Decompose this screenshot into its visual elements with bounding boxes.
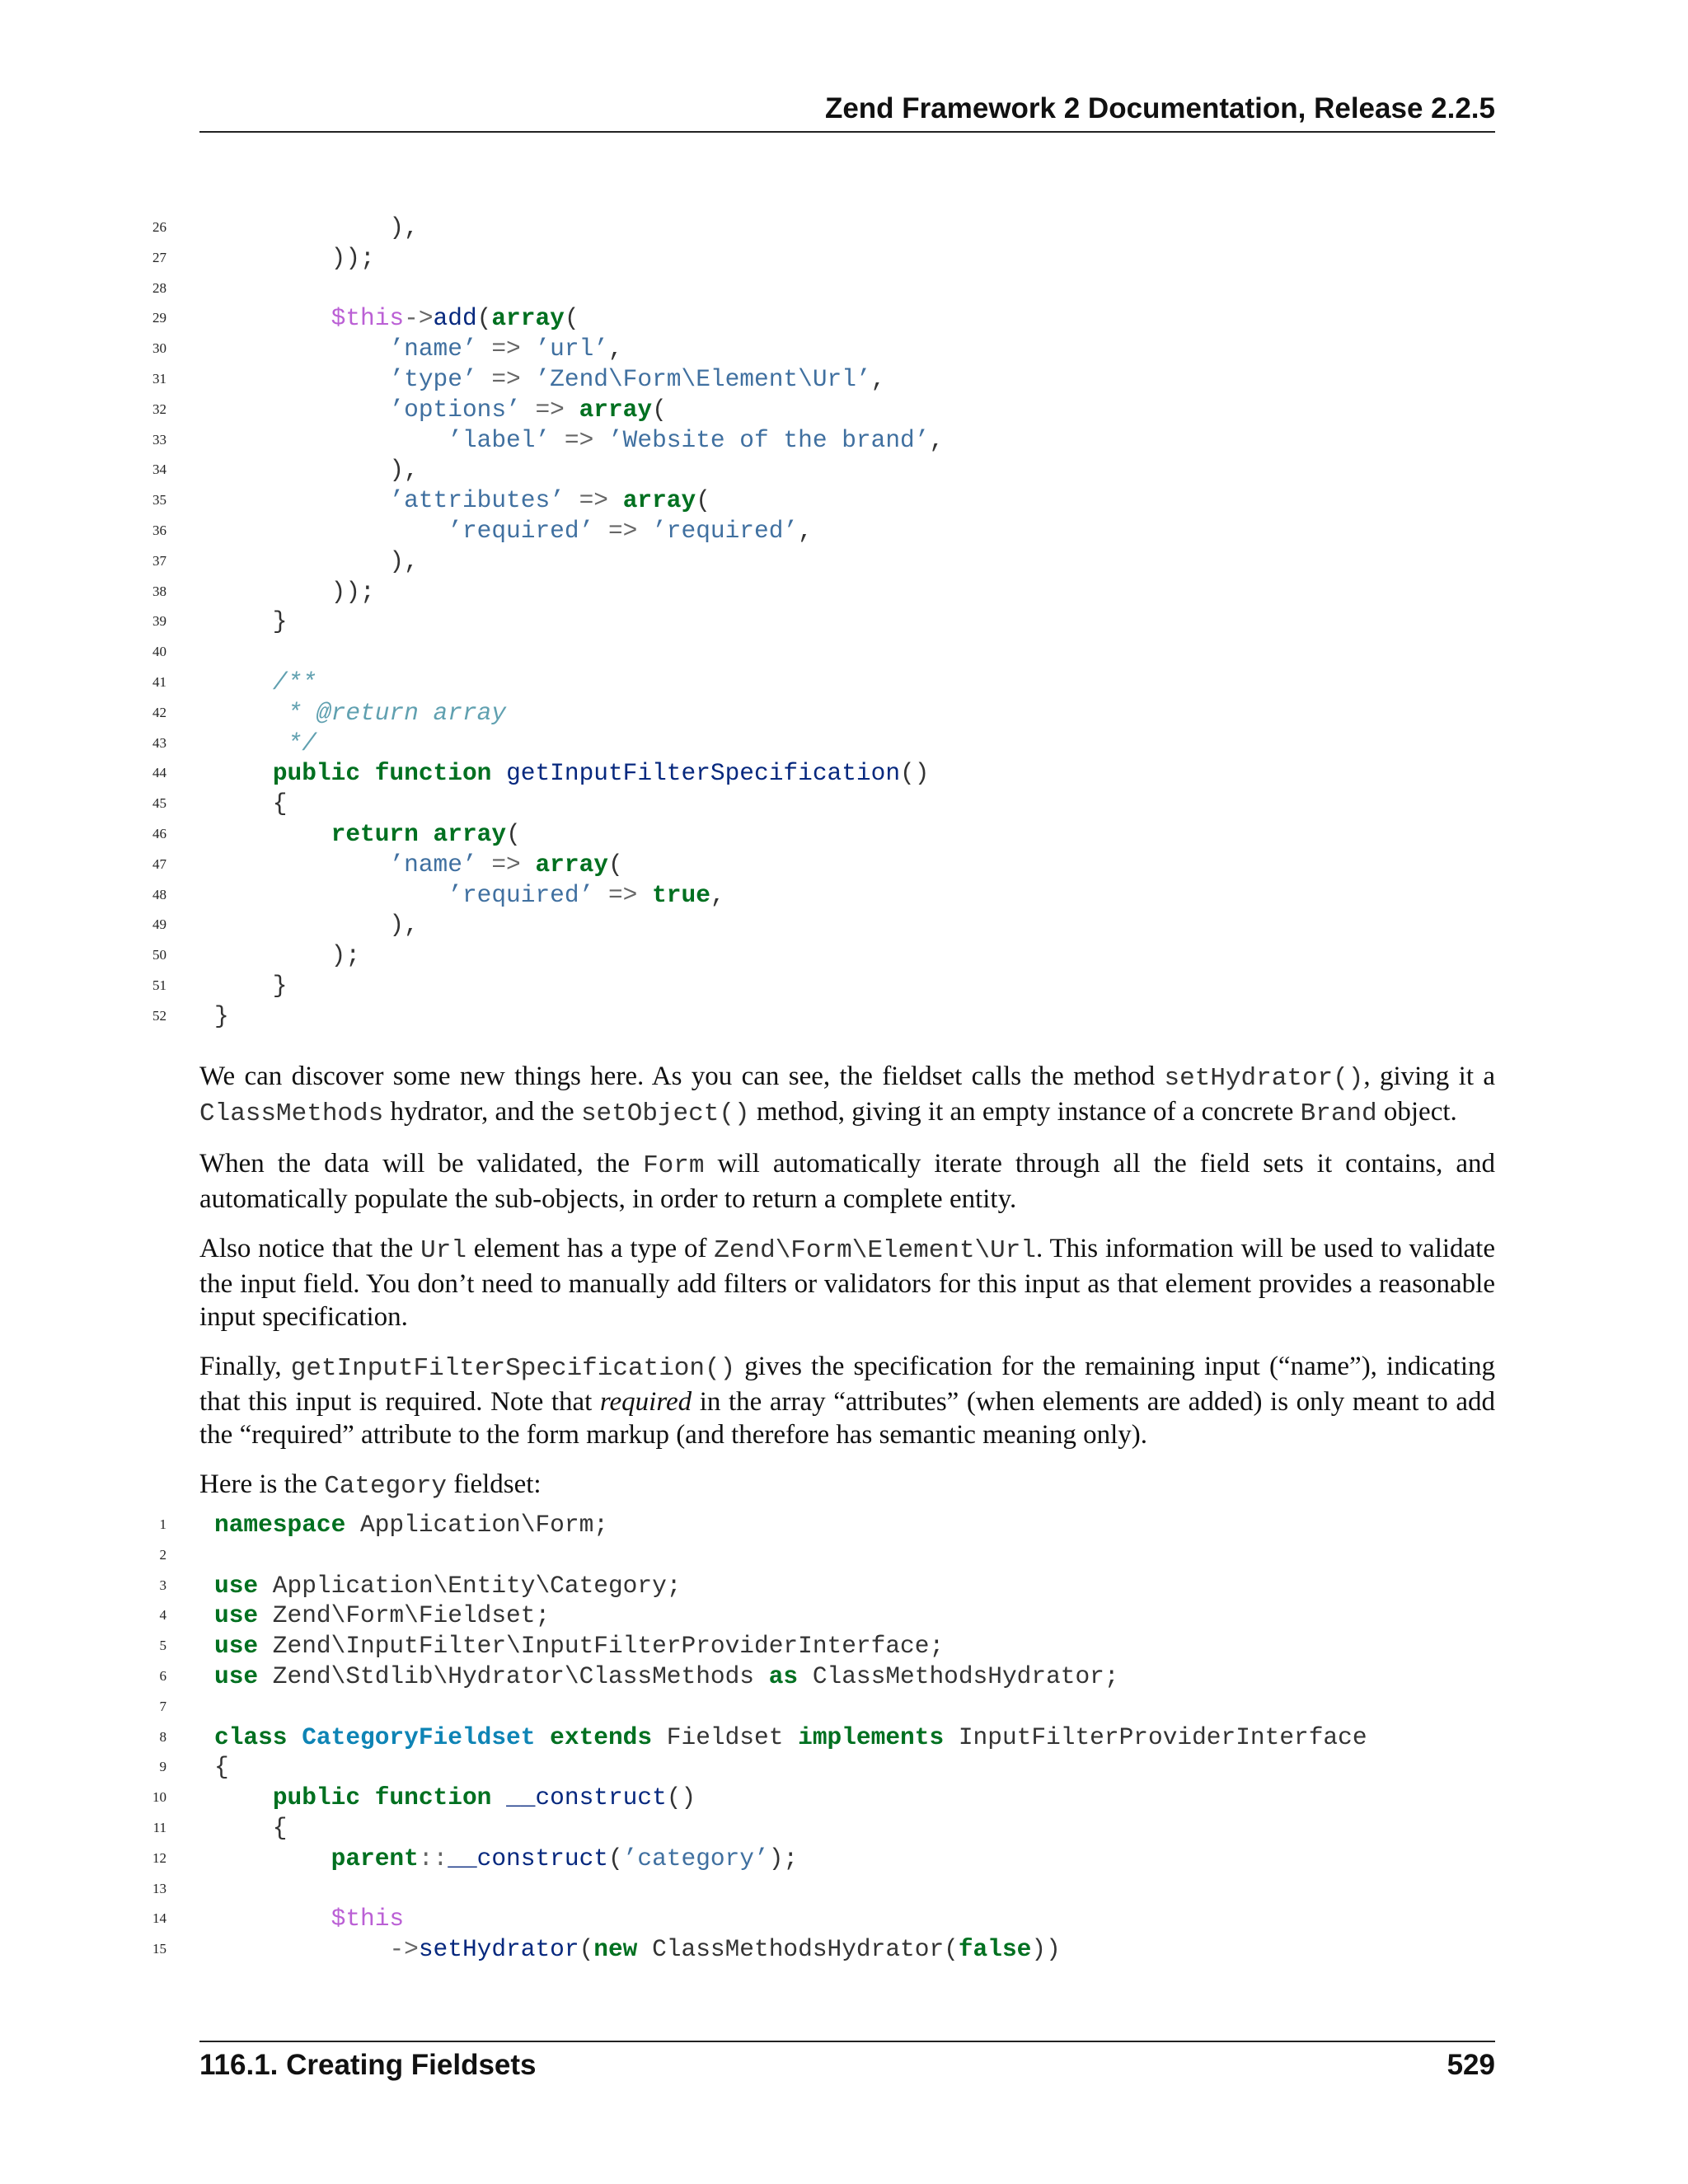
paragraph [199, 1350, 1495, 1451]
code-token [214, 335, 389, 363]
code-token: ( [607, 850, 623, 879]
code-token: , [929, 425, 945, 454]
code-token: () [666, 1783, 696, 1812]
code-token: { [214, 790, 288, 818]
code-line [124, 637, 1525, 668]
code-token: Application\Entity\Category; [258, 1571, 682, 1600]
code-line [124, 729, 1525, 759]
code-line [124, 546, 1525, 577]
code-text [214, 577, 375, 607]
line-number: 44 [152, 765, 166, 781]
code-token [360, 1783, 375, 1811]
line-number: 6 [159, 1667, 166, 1684]
code-text [214, 334, 623, 364]
line-number: 48 [152, 886, 166, 902]
code-text [214, 1752, 229, 1783]
code-token: ’name’ [389, 850, 477, 879]
code-token: array [622, 486, 696, 515]
inline-code: Brand [1300, 1099, 1377, 1128]
code-line [124, 971, 1525, 1001]
code-token: :: [418, 1844, 448, 1872]
code-token: Fieldset [652, 1722, 799, 1751]
code-line [124, 1692, 1525, 1722]
code-line [124, 1752, 1525, 1783]
code-token: => [564, 486, 623, 515]
inline-code: getInputFilterSpecification() [290, 1354, 736, 1383]
code-line [124, 698, 1525, 729]
code-token: ’url’ [535, 335, 608, 363]
line-number: 5 [159, 1638, 166, 1654]
code-text [214, 940, 360, 971]
code-line [124, 668, 1525, 698]
text-run: Here is the [199, 1469, 325, 1499]
inline-code: setHydrator() [1164, 1064, 1364, 1093]
code-token: __construct [506, 1783, 667, 1812]
text-run: method, giving it an empty instance of a concrete [749, 1097, 1301, 1127]
code-text [214, 1904, 404, 1934]
code-text [214, 1631, 944, 1661]
line-number: 35 [152, 492, 166, 509]
line-number: 49 [152, 916, 166, 933]
code-text [214, 516, 813, 546]
code-token: ’Website of the brand’ [607, 425, 930, 454]
code-token: public [272, 759, 361, 788]
paragraph [199, 1147, 1495, 1216]
code-text [214, 485, 710, 516]
code-text [214, 303, 579, 334]
code-token: => [593, 516, 653, 545]
code-token: true [652, 880, 710, 909]
code-text [214, 819, 521, 850]
line-number: 4 [159, 1607, 166, 1624]
header-rule [199, 131, 1495, 133]
code-token: ( [652, 395, 667, 424]
code-token: ( [564, 304, 579, 333]
code-line [124, 303, 1525, 334]
code-token: Zend\Stdlib\Hydrator\ClassMethods [258, 1661, 769, 1690]
body-text [199, 1060, 1495, 1520]
code-text [214, 1661, 1119, 1692]
code-text [214, 668, 316, 698]
line-number: 13 [152, 1880, 166, 1896]
code-text [214, 1510, 608, 1540]
code-line [124, 274, 1525, 304]
code-token: parent [331, 1844, 419, 1872]
running-header: Zend Framework 2 Documentation, Release 2.2.5 [824, 92, 1495, 124]
code-token: /** [272, 668, 316, 696]
code-text [214, 729, 316, 759]
code-text [214, 243, 375, 274]
code-token: use [214, 1571, 259, 1600]
line-number: 11 [152, 1819, 166, 1835]
code-line [124, 364, 1525, 395]
code-token: use [214, 1601, 259, 1630]
line-number: 3 [159, 1577, 166, 1593]
line-number: 40 [152, 644, 166, 660]
line-number: 7 [159, 1698, 166, 1714]
text-run: in the array “attributes” (when elements are added) is only meant to add the “required” attribute to the form markup (and therefore has semantic meaning only). [199, 1387, 1495, 1450]
code-text [214, 1601, 550, 1631]
code-token: , [798, 516, 813, 545]
code-line [124, 334, 1525, 364]
code-token: , [870, 364, 886, 393]
code-token: } [214, 971, 288, 1000]
code-text [214, 364, 885, 395]
code-token [214, 486, 389, 514]
text-run: will automatically iterate through all the field sets it contains, and automatically populate the sub-objects, in order to return a complete entity. [199, 1149, 1495, 1214]
line-number: 28 [152, 279, 166, 296]
code-token [214, 1935, 389, 1963]
code-token [214, 729, 288, 757]
line-number: 41 [152, 673, 166, 690]
line-number: 43 [152, 734, 166, 751]
inline-code: Url [420, 1236, 467, 1265]
code-line [124, 455, 1525, 485]
code-text [214, 789, 288, 819]
code-line [124, 243, 1525, 274]
footer-page-number: 529 [1447, 2049, 1495, 2081]
code-token: getInputFilterSpecification [506, 759, 901, 788]
paragraph [199, 1060, 1495, 1131]
code-line [124, 940, 1525, 971]
code-token: array [535, 850, 608, 879]
line-number: 1 [159, 1516, 166, 1532]
line-number: 26 [152, 219, 166, 235]
emphasis: required [599, 1387, 692, 1417]
line-number: 47 [152, 855, 166, 872]
code-line [124, 1631, 1525, 1661]
code-token [214, 365, 389, 393]
code-token: ClassMethodsHydrator; [798, 1661, 1119, 1690]
code-token: )) [1031, 1935, 1061, 1964]
code-line [124, 395, 1525, 425]
code-line [124, 1540, 1525, 1571]
line-number: 52 [152, 1007, 166, 1024]
code-text [214, 910, 419, 940]
text-run: hydrator, and the [383, 1097, 581, 1127]
code-line [124, 516, 1525, 546]
code-token: Zend\InputFilter\InputFilterProviderInterface; [258, 1632, 945, 1661]
code-token: )); [214, 243, 375, 272]
code-token [214, 1905, 331, 1933]
code-text [214, 850, 623, 880]
code-token: ); [214, 941, 361, 970]
code-token: */ [287, 729, 316, 757]
code-token: ’category’ [622, 1844, 769, 1872]
code-token [214, 517, 448, 545]
code-token: } [214, 1001, 229, 1030]
code-text [214, 455, 419, 485]
code-text [214, 1844, 798, 1874]
code-text [214, 1722, 1367, 1753]
code-token [419, 820, 434, 848]
code-line [124, 758, 1525, 789]
code-line [124, 213, 1525, 243]
code-text [214, 546, 419, 577]
code-token: , [607, 335, 623, 363]
text-run: , giving it a [1363, 1062, 1495, 1091]
code-token: , [710, 880, 725, 909]
code-token [214, 1844, 331, 1872]
code-line [124, 1783, 1525, 1813]
code-token: namespace [214, 1511, 346, 1539]
inline-code: setObject() [580, 1099, 750, 1128]
code-line [124, 1001, 1525, 1032]
code-token [491, 1783, 506, 1811]
code-token [214, 820, 331, 848]
code-token: InputFilterProviderInterface [944, 1722, 1367, 1751]
line-number: 37 [152, 552, 166, 569]
code-text [214, 1571, 682, 1601]
text-run: gives the specification for the remaining input (“name”), indicating that this input is required. Note that [199, 1352, 1495, 1417]
code-token: { [214, 1753, 229, 1782]
code-line [124, 1904, 1525, 1934]
code-line [124, 1571, 1525, 1601]
code-token [214, 699, 288, 727]
code-token: CategoryFieldset [302, 1722, 536, 1751]
code-block-category-fieldset [124, 1510, 1525, 1965]
code-line [124, 1661, 1525, 1692]
code-token [214, 759, 273, 787]
code-token: -> [404, 304, 434, 333]
code-token: implements [798, 1722, 945, 1751]
text-run: When the data will be validated, the [199, 1149, 644, 1179]
code-token: array [433, 819, 507, 848]
code-token: ( [476, 304, 492, 333]
code-text [214, 1783, 696, 1813]
code-token: function [374, 759, 492, 788]
code-token: $this [331, 304, 405, 333]
code-line [124, 1510, 1525, 1540]
code-text [214, 880, 725, 911]
code-token: ); [768, 1844, 799, 1872]
code-token: array [491, 304, 565, 333]
code-token: ’label’ [448, 425, 551, 454]
code-token [360, 759, 375, 787]
code-token [535, 1723, 550, 1751]
line-number: 42 [152, 704, 166, 720]
line-number: 46 [152, 825, 166, 841]
code-text [214, 425, 944, 456]
code-line [124, 789, 1525, 819]
code-text [214, 1934, 1061, 1965]
code-token [214, 881, 448, 909]
line-number: 36 [152, 522, 166, 538]
code-line [124, 1844, 1525, 1874]
code-token: { [214, 1813, 288, 1842]
code-line [124, 1813, 1525, 1844]
code-token: ( [579, 1935, 594, 1964]
code-token: => [520, 395, 579, 424]
code-line [124, 1874, 1525, 1905]
inline-code: Form [643, 1151, 705, 1180]
code-token: extends [550, 1722, 653, 1751]
text-run: Also notice that the [199, 1234, 421, 1263]
code-token [214, 304, 331, 332]
code-line [124, 1601, 1525, 1631]
code-token: Zend\Form\Fieldset; [258, 1601, 551, 1630]
code-line [124, 819, 1525, 850]
code-token: return [331, 819, 419, 848]
code-token: ’options’ [389, 395, 521, 424]
code-line [124, 1934, 1525, 1965]
code-text [214, 758, 929, 789]
line-number: 2 [159, 1546, 166, 1563]
code-token: => [550, 425, 608, 454]
code-token: public [272, 1783, 361, 1812]
code-token: ), [214, 546, 419, 575]
line-number: 15 [152, 1941, 166, 1957]
code-token: __construct [448, 1844, 608, 1872]
code-line [124, 607, 1525, 637]
code-token: => [476, 364, 536, 393]
line-number: 50 [152, 947, 166, 963]
code-token [214, 851, 389, 879]
line-number: 12 [152, 1849, 166, 1866]
code-token: $this [331, 1905, 405, 1933]
code-line [124, 425, 1525, 456]
code-token: array [579, 395, 653, 424]
footer-rule [199, 2041, 1495, 2042]
line-number: 45 [152, 795, 166, 812]
line-number: 32 [152, 401, 166, 417]
code-token [288, 1723, 302, 1751]
code-line [124, 850, 1525, 880]
code-token: -> [389, 1935, 419, 1964]
code-token: ’required’ [448, 880, 594, 909]
code-line [124, 577, 1525, 607]
line-number: 9 [159, 1759, 166, 1775]
code-line [124, 910, 1525, 940]
text-run: We can discover some new things here. As you can see, the fieldset calls the method [199, 1062, 1165, 1091]
code-token: => [593, 880, 653, 909]
code-token [214, 396, 389, 424]
code-token: => [476, 850, 536, 879]
code-token: ( [607, 1844, 623, 1872]
code-token: new [593, 1935, 638, 1964]
code-token: ’required’ [448, 516, 594, 545]
line-number: 27 [152, 249, 166, 265]
footer-section-title: 116.1. Creating Fieldsets [199, 2049, 537, 2081]
line-number: 29 [152, 310, 166, 326]
line-number: 34 [152, 462, 166, 478]
code-token: ( [506, 819, 521, 848]
code-token: } [214, 607, 288, 636]
code-token [214, 668, 273, 696]
inline-code: ClassMethods [199, 1099, 384, 1128]
code-text [214, 607, 288, 637]
code-text [214, 698, 506, 729]
inline-code: Category [324, 1472, 448, 1501]
line-number: 30 [152, 340, 166, 357]
code-text [214, 395, 667, 425]
code-token: ), [214, 213, 419, 241]
code-token: false [958, 1935, 1032, 1964]
code-token: setHydrator [418, 1935, 579, 1964]
code-token: Application\Form; [345, 1511, 608, 1539]
line-number: 38 [152, 583, 166, 599]
code-token: * @return array [287, 698, 507, 727]
code-token: ’type’ [389, 364, 477, 393]
code-token: class [214, 1722, 288, 1751]
code-text [214, 213, 419, 243]
code-token: => [476, 335, 536, 363]
code-token: use [214, 1661, 259, 1690]
line-number: 31 [152, 370, 166, 387]
code-token: ’required’ [652, 516, 799, 545]
text-run: element has a type of [466, 1234, 715, 1263]
code-line [124, 1722, 1525, 1753]
code-text [214, 1813, 288, 1844]
code-token: use [214, 1632, 259, 1661]
code-token: add [433, 304, 477, 333]
line-number: 39 [152, 613, 166, 630]
text-run: object. [1376, 1097, 1457, 1127]
code-block-brand-fieldset [124, 213, 1525, 1032]
code-line [124, 485, 1525, 516]
line-number: 33 [152, 431, 166, 448]
code-text [214, 971, 288, 1001]
paragraph [199, 1232, 1495, 1333]
code-token: )); [214, 577, 375, 606]
code-token: ( [696, 486, 710, 515]
code-token: () [900, 759, 930, 788]
code-token: ’Zend\Form\Element\Url’ [535, 364, 871, 393]
code-text [214, 1001, 229, 1032]
code-token: ), [214, 456, 419, 485]
line-number: 51 [152, 977, 166, 993]
line-number: 14 [152, 1910, 166, 1927]
code-token: ), [214, 911, 419, 940]
code-token: function [374, 1783, 492, 1812]
inline-code: Zend\Form\Element\Url [714, 1236, 1036, 1265]
code-token: ’name’ [389, 335, 477, 363]
text-run: Finally, [199, 1352, 291, 1381]
code-token: ’attributes’ [389, 486, 565, 515]
code-token [491, 759, 506, 787]
code-line [124, 880, 1525, 911]
text-run: . This information will be used to validate the input field. You don’t need to manually add filters or validators for this input as that element provides a reasonable input specification. [199, 1234, 1495, 1332]
paragraph [199, 1468, 1495, 1503]
code-token: ClassMethodsHydrator( [637, 1935, 959, 1964]
code-token: as [768, 1661, 799, 1690]
line-number: 10 [152, 1789, 166, 1806]
code-token [214, 426, 448, 454]
text-run: fieldset: [447, 1469, 542, 1499]
line-number: 8 [159, 1728, 166, 1745]
code-token [214, 1783, 273, 1811]
